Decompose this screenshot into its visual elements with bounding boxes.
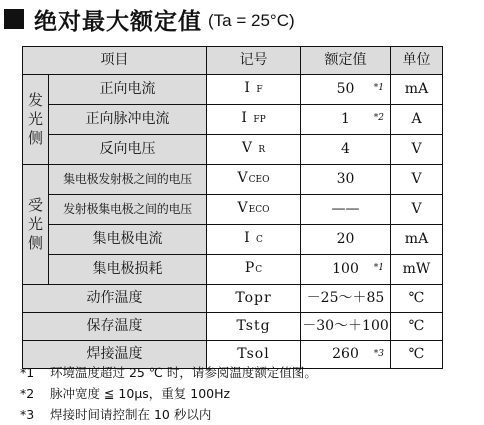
table-row [23, 225, 443, 255]
header-rating: 额定值 [301, 47, 391, 75]
footnote-item [20, 383, 317, 404]
footnote-text: 环境温度超过 25 ℃ 时，请参阅温度额定值图。 [50, 365, 317, 380]
value-cell: 50 *1 [301, 75, 391, 105]
item-cell: 集电极发射极之间的电压 [49, 165, 207, 195]
item-cell: 动作温度 [23, 285, 207, 313]
unit-cell: V [391, 135, 443, 165]
footnote-ref: *2 [373, 113, 384, 123]
table-row [23, 75, 443, 105]
value-cell: 100 *1 [301, 255, 391, 285]
value-cell: 260 *3 [301, 341, 391, 369]
item-cell: 正向电流 [49, 75, 207, 105]
table-row [23, 135, 443, 165]
item-cell: 集电极损耗 [49, 255, 207, 285]
item-cell: 保存温度 [23, 313, 207, 341]
table-row [23, 195, 443, 225]
table-row [23, 285, 443, 313]
symbol-cell: I C [207, 225, 301, 255]
unit-cell: V [391, 165, 443, 195]
item-cell: 焊接温度 [23, 341, 207, 369]
table-row [23, 255, 443, 285]
unit-cell: ℃ [391, 285, 443, 313]
unit-cell: mW [391, 255, 443, 285]
item-cell: 集电极电流 [49, 225, 207, 255]
footnote-ref: *1 [373, 83, 384, 93]
symbol-cell: PC [207, 255, 301, 285]
value-cell: —— [301, 195, 391, 225]
footnote-mark: *1 [20, 365, 35, 380]
item-cell: 发射极集电极之间的电压 [49, 195, 207, 225]
unit-cell: A [391, 105, 443, 135]
value-cell: 4 [301, 135, 391, 165]
symbol-cell: VCEO [207, 165, 301, 195]
header-item: 项目 [23, 47, 207, 75]
unit-cell: mA [391, 225, 443, 255]
table-row [23, 105, 443, 135]
group-label-emitter: 发光侧 [23, 75, 49, 165]
value-cell: －30～＋100 [301, 313, 391, 341]
footnote-mark: *3 [20, 407, 35, 422]
symbol-cell: Tstg [207, 313, 301, 341]
symbol-cell: V R [207, 135, 301, 165]
item-cell: 反向电压 [49, 135, 207, 165]
footnote-item [20, 404, 317, 425]
value-cell: －25～＋85 [301, 285, 391, 313]
footnote-ref: *1 [373, 263, 384, 273]
symbol-cell: VECO [207, 195, 301, 225]
symbol-cell: I FP [207, 105, 301, 135]
heading-title: 绝对最大额定值 [34, 8, 202, 35]
footnote-item [20, 362, 317, 383]
table-header-row [23, 47, 443, 75]
symbol-cell: Topr [207, 285, 301, 313]
footnote-mark: *2 [20, 386, 35, 401]
value-cell: 1 *2 [301, 105, 391, 135]
table-row [23, 313, 443, 341]
heading-condition: (Ta = 25°C) [208, 11, 295, 30]
unit-cell: V [391, 195, 443, 225]
heading-square-icon [4, 9, 24, 29]
footnote-text: 脉冲宽度 ≦ 10µs，重复 100Hz [50, 386, 231, 401]
footnote-text: 焊接时间请控制在 10 秒以内 [50, 407, 212, 422]
table-row [23, 165, 443, 195]
item-cell: 正向脉冲电流 [49, 105, 207, 135]
footnotes [20, 362, 317, 425]
unit-cell: ℃ [391, 341, 443, 369]
unit-cell: ℃ [391, 313, 443, 341]
symbol-cell: Tsol [207, 341, 301, 369]
value-cell: 20 [301, 225, 391, 255]
header-symbol: 记号 [207, 47, 301, 75]
footnote-ref: *3 [373, 349, 384, 359]
value-cell: 30 [301, 165, 391, 195]
section-heading [4, 4, 295, 34]
group-label-detector: 受光侧 [23, 165, 49, 285]
header-unit: 单位 [391, 47, 443, 75]
ratings-table [22, 46, 443, 369]
symbol-cell: I F [207, 75, 301, 105]
unit-cell: mA [391, 75, 443, 105]
